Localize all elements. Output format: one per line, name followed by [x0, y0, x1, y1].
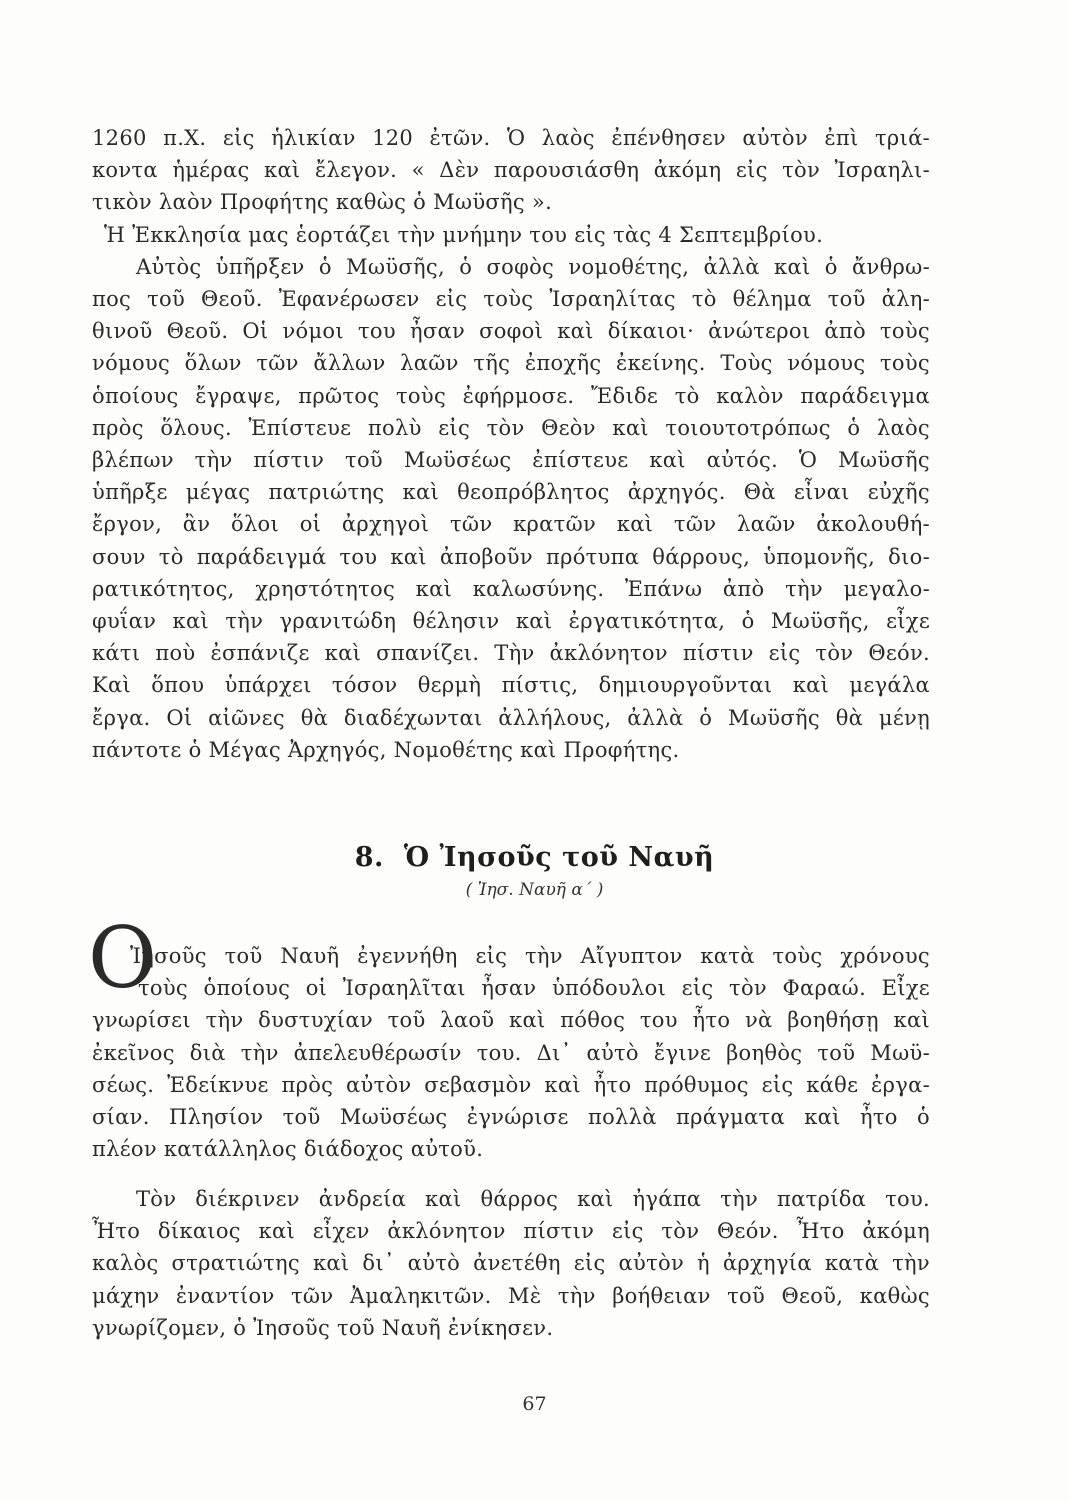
- text-line: μάχην ἐναντίον τῶν Ἀμαληκιτῶν. Μὲ τὴν βοήθειαν τοῦ Θεοῦ, καθὼς: [92, 1283, 930, 1308]
- text-line: Ἦτο δίκαιος καὶ εἶχεν ἀκλόνητον πίστιν εἰς τὸν Θεόν. Ἦτο ἀκόμη: [92, 1219, 930, 1244]
- text-line: σέως. Ἐδείκνυε πρὸς αὐτὸν σεβασμὸν καὶ ἦτο πρόθυμος εἰς κάθε ἐργα-: [92, 1072, 930, 1097]
- text-line: φυΐαν καὶ τὴν γρανιτώδη θέλησιν καὶ ἐργατικότητα, ὁ Μωϋσῆς, εἶχε: [92, 609, 930, 634]
- text-line: κάτι ποὺ ἐσπάνιζε καὶ σπανίζει. Τὴν ἀκλόνητον πίστιν εἰς τὸν Θεόν.: [92, 641, 930, 666]
- text-line: θινοῦ Θεοῦ. Οἱ νόμοι του ἦσαν σοφοὶ καὶ δίκαιοι· ἀνώτεροι ἀπὸ τοὺς: [92, 319, 930, 344]
- text-line: τοὺς ὁποίους οἱ Ἰσραηλῖται ἦσαν ὑπόδουλοι εἰς τὸν Φαραώ. Εἶχε: [138, 976, 930, 1001]
- text-line: νόμους ὅλων τῶν ἄλλων λαῶν τῆς ἐποχῆς ἐκείνης. Τοὺς νόμους τοὺς: [92, 351, 930, 376]
- paragraph-joshua-virtues: [92, 1183, 930, 1344]
- text-line: Τὸν διέκρινεν ἀνδρεία καὶ θάρρος καὶ ἠγάπα τὴν πατρίδα του.: [136, 1187, 930, 1211]
- text-line: τικὸν λαὸν Προφήτης καθὼς ὁ Μωϋσῆς ».: [92, 190, 553, 215]
- text-line: γνωρίζομεν, ὁ Ἰησοῦς τοῦ Ναυῆ ἐνίκησεν.: [92, 1315, 554, 1340]
- paragraph-joshua-intro: [92, 940, 930, 1165]
- text-line: Ἰησοῦς τοῦ Ναυῆ ἐγεννήθη εἰς τὴν Αἴγυπτον κατὰ τοὺς χρόνους: [130, 944, 930, 968]
- drop-cap: Ο: [88, 909, 157, 1007]
- text-line: ἐκεῖνος διὰ τὴν ἀπελευθέρωσίν του. Δι᾽ αὐτὸ ἔγινε βοηθὸς τοῦ Μωϋ-: [92, 1040, 930, 1065]
- chapter-title: Ὁ Ἰησοῦς τοῦ Ναυῆ: [403, 842, 715, 873]
- text-line: Ἡ Ἐκκλησία μας ἑορτάζει τὴν μνήμην του εἰς τὰς 4 Σεπτεμβρίου.: [104, 222, 824, 247]
- text-line: γνωρίσει τὴν δυστυχίαν τοῦ λαοῦ καὶ πόθος του ἦτο νὰ βοηθήσῃ καὶ: [92, 1008, 930, 1033]
- text-line: ὁποίους ἔγραψε, πρῶτος τοὺς ἐφήρμοσε. Ἔδιδε τὸ καλὸν παράδειγμα: [92, 383, 930, 408]
- chapter-number: 8.: [354, 842, 384, 873]
- text-line: πος τοῦ Θεοῦ. Ἐφανέρωσεν εἰς τοὺς Ἰσραηλίτας τὸ θέλημα τοῦ ἀλη-: [92, 287, 930, 312]
- text-line: πρὸς ὅλους. Ἐπίστευε πολὺ εἰς τὸν Θεὸν καὶ τοιουτοτρόπως ὁ λαὸς: [92, 415, 930, 440]
- chapter-heading: [0, 842, 1069, 873]
- text-line: καλὸς στρατιώτης καὶ δι᾽ αὐτὸ ἀνετέθη εἰς αὐτὸν ἡ ἀρχηγία κατὰ τὴν: [92, 1251, 930, 1276]
- text-line: βλέπων τὴν πίστιν τοῦ Μωϋσέως ἐπίστευε καὶ αὐτός. Ὁ Μωϋσῆς: [92, 448, 930, 473]
- paragraph-moses-end: [92, 122, 930, 766]
- text-line: Καὶ ὅπου ὑπάρχει τόσον θερμὴ πίστις, δημιουργοῦνται καὶ μεγάλα: [92, 673, 930, 698]
- text-line: Αὐτὸς ὑπῆρξεν ὁ Μωϋσῆς, ὁ σοφὸς νομοθέτης, ἀλλὰ καὶ ὁ ἄνθρω-: [136, 254, 930, 279]
- text-line: κοντα ἡμέρας καὶ ἔλεγον. « Δὲν παρουσιάσθη ἀκόμη εἰς τὸν Ἰσραηλι-: [92, 158, 930, 183]
- page-number: 67: [522, 1393, 547, 1415]
- chapter-reference: ( Ἰησ. Ναυῆ α΄ ): [465, 880, 604, 900]
- text-line: ἔργον, ἂν ὅλοι οἱ ἀρχηγοὶ τῶν κρατῶν καὶ τῶν λαῶν ἀκολουθή-: [92, 512, 930, 537]
- text-line: ὑπῆρξε μέγας πατριώτης καὶ θεοπρόβλητος ἀρχηγός. Θὰ εἶναι εὐχῆς: [92, 480, 930, 505]
- text-line: 1260 π.Χ. εἰς ἡλικίαν 120 ἐτῶν. Ὁ λαὸς ἐπένθησεν αὐτὸν ἐπὶ τριά-: [92, 126, 930, 150]
- text-line: ἔργα. Οἱ αἰῶνες θὰ διαδέχωνται ἀλλήλους, ἀλλὰ ὁ Μωϋσῆς θὰ μένῃ: [92, 705, 930, 730]
- text-line: ρατικότητος, χρηστότητος καὶ καλωσύνης. Ἐπάνω ἀπὸ τὴν μεγαλο-: [92, 576, 930, 601]
- text-line: σίαν. Πλησίον τοῦ Μωϋσέως ἐγνώρισε πολλὰ πράγματα καὶ ἦτο ὁ: [92, 1105, 930, 1130]
- text-line: σουν τὸ παράδειγμά του καὶ ἀποβοῦν πρότυπα θάρρους, ὑπομονῆς, διο-: [92, 544, 930, 569]
- text-line: πάντοτε ὁ Μέγας Ἀρχηγός, Νομοθέτης καὶ Προφήτης.: [92, 737, 680, 762]
- text-line: πλέον κατάλληλος διάδοχος αὐτοῦ.: [92, 1137, 484, 1162]
